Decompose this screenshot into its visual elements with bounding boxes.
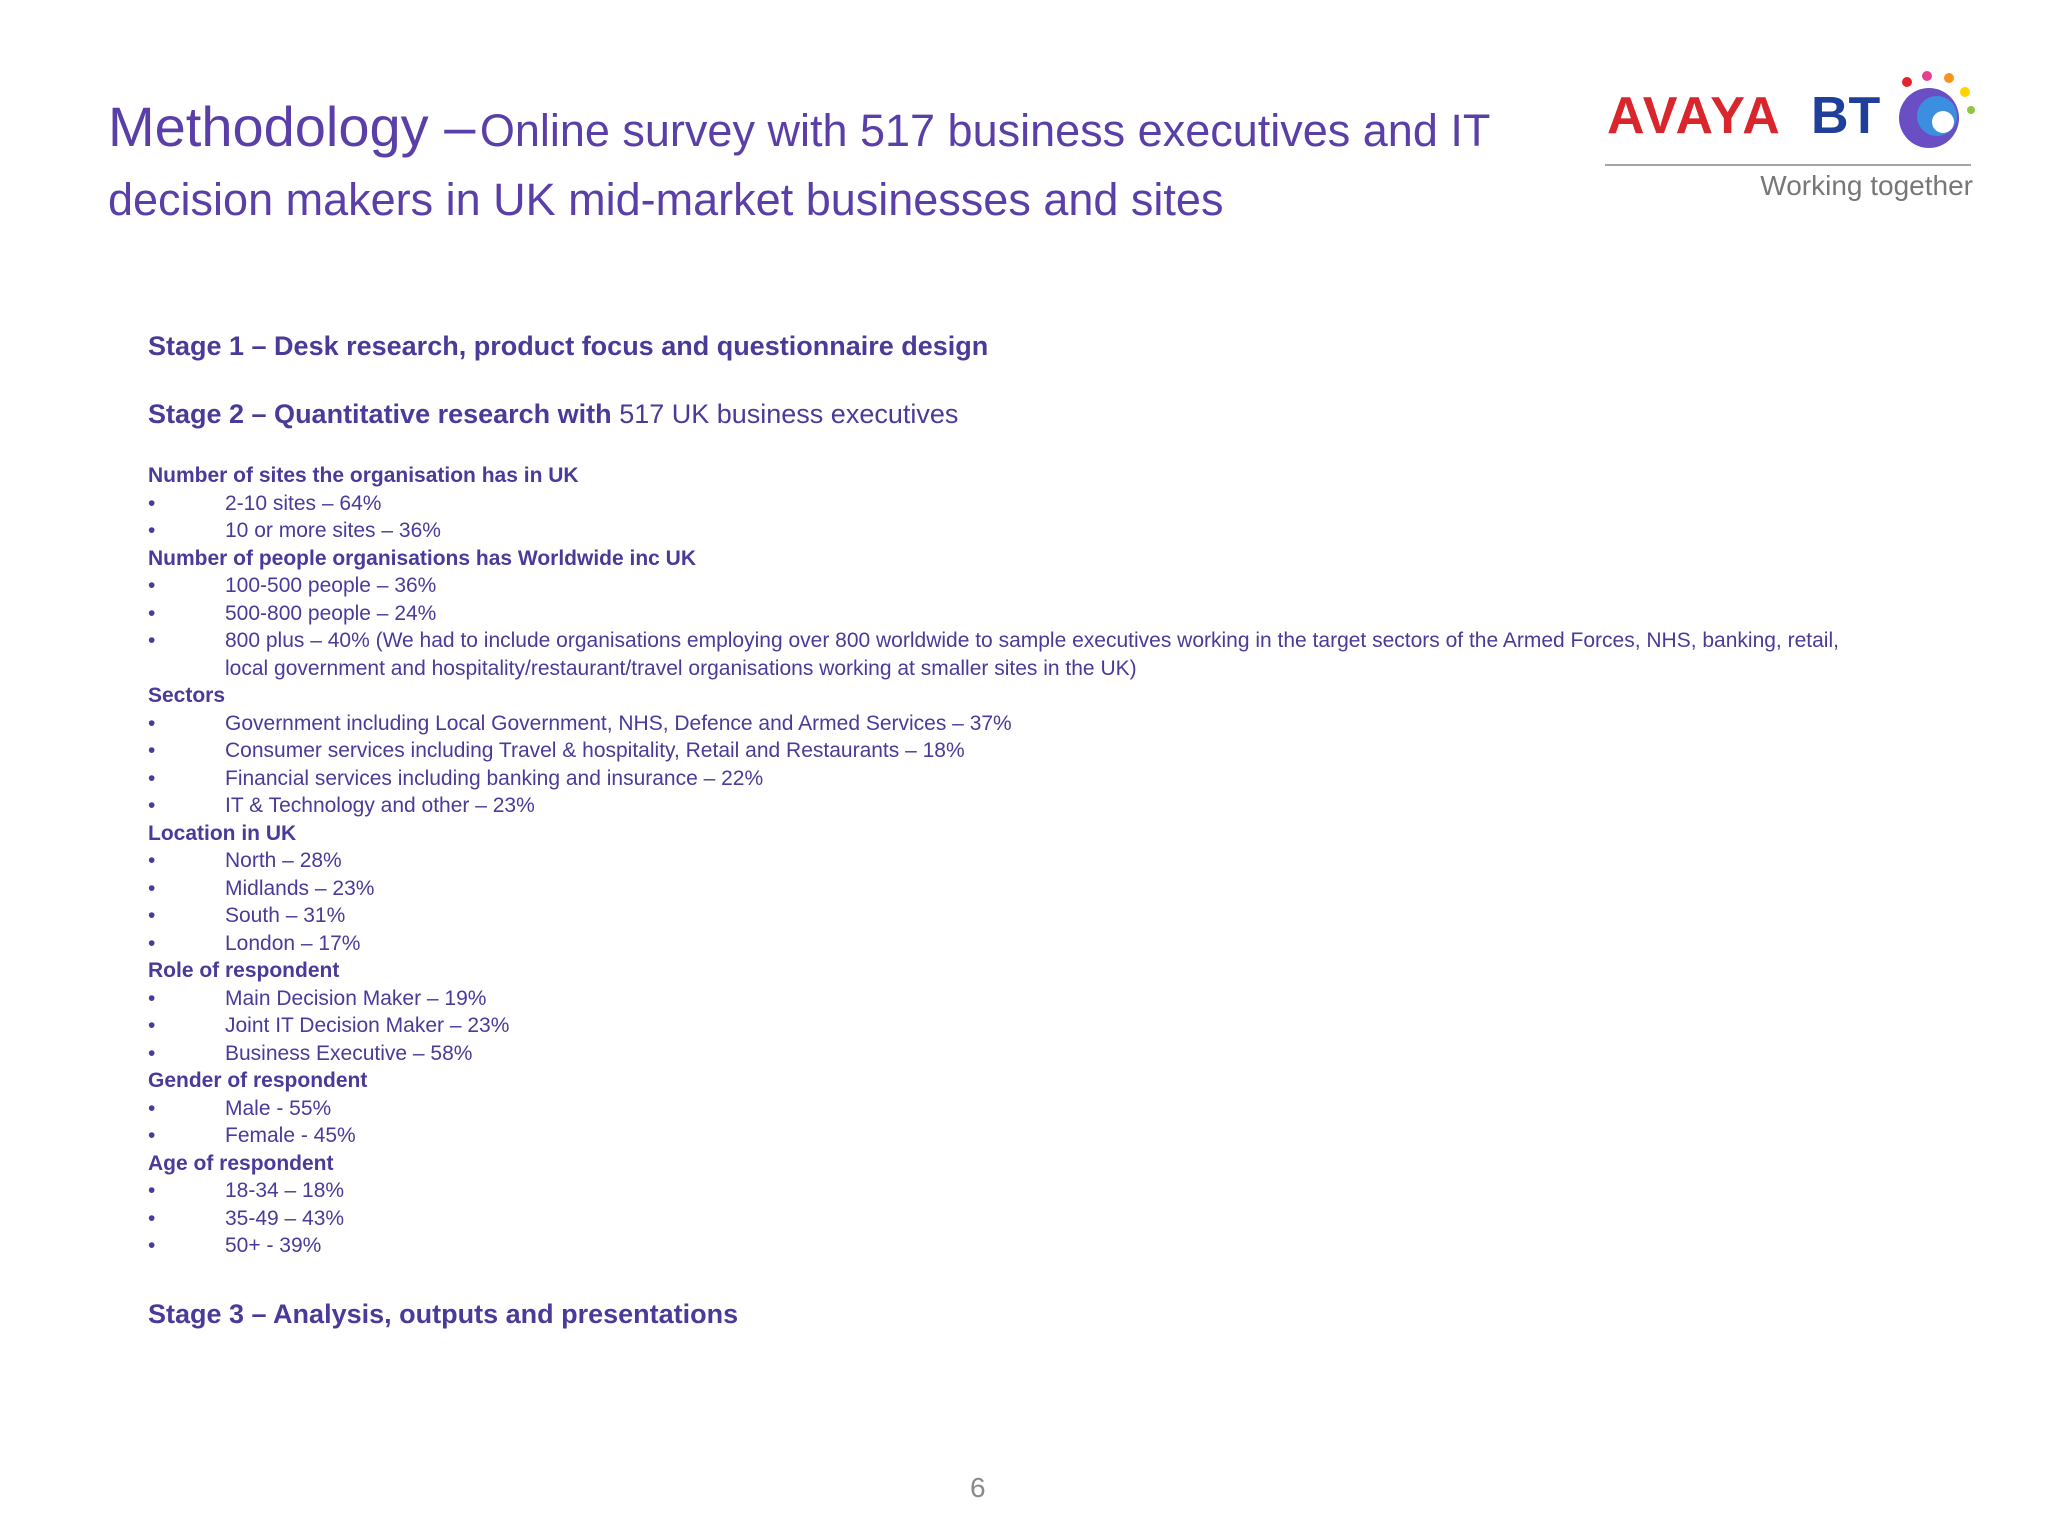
list-item: [148, 737, 1848, 765]
stage-2-heading: [148, 396, 1848, 432]
section-heading: Gender of respondent: [148, 1069, 368, 1092]
list-item: [148, 875, 1848, 903]
bullet-icon: •: [148, 711, 156, 735]
title-main: Methodology –: [108, 95, 476, 158]
section-heading: Age of respondent: [148, 1151, 334, 1175]
bullet-icon: •: [148, 876, 156, 900]
list-item: [148, 985, 1848, 1013]
methodology-content: [148, 328, 1848, 1332]
list-item-text: 18-34 – 18%: [225, 1179, 345, 1202]
list-item-text: 2-10 sites – 64%: [225, 491, 382, 515]
bullet-icon: •: [148, 1234, 156, 1257]
bullet-icon: •: [148, 1096, 156, 1120]
section-heading: Role of respondent: [148, 959, 340, 982]
stage-2-label: Stage 2 – Quantitative research with: [148, 399, 612, 429]
bullet-icon: •: [148, 794, 156, 817]
bullet-icon: •: [148, 849, 156, 872]
bullet-icon: •: [148, 519, 156, 542]
bullet-icon: •: [148, 904, 156, 927]
list-item: [148, 847, 1848, 875]
stage-1-heading: Stage 1 – Desk research, product focus and questionnaire design: [148, 331, 989, 361]
survey-sample-breakdown: [148, 462, 1848, 1260]
bullet-icon: •: [148, 601, 156, 625]
list-item-text: Government including Local Government, NHS, Defence and Armed Services – 37%: [225, 711, 1012, 735]
list-item: [148, 930, 1848, 958]
section-heading: Number of people organisations has Worldwide inc UK: [148, 546, 697, 570]
list-item: [148, 1122, 1848, 1150]
bullet-icon: •: [148, 766, 156, 790]
section-heading: Location in UK: [148, 821, 297, 845]
bullet-icon: •: [148, 1179, 156, 1202]
list-item-text: Financial services including banking and insurance – 22%: [225, 766, 764, 790]
list-item: [148, 490, 1848, 518]
list-item: [148, 1012, 1848, 1040]
bullet-icon: •: [148, 1014, 156, 1037]
list-item: [148, 1040, 1848, 1068]
list-item-text: 10 or more sites – 36%: [225, 519, 441, 542]
list-item-text: 35-49 – 43%: [225, 1206, 345, 1230]
list-item-text: 500-800 people – 24%: [225, 601, 437, 625]
bullet-icon: •: [148, 739, 156, 762]
list-item: [148, 765, 1848, 793]
list-item: [148, 600, 1848, 628]
stage-2-detail: 517 UK business executives: [619, 399, 959, 429]
list-item-text: 100-500 people – 36%: [225, 574, 437, 597]
list-item-text: Joint IT Decision Maker – 23%: [225, 1014, 510, 1037]
page-title: [108, 95, 1588, 240]
logo-divider: [1605, 164, 1971, 166]
list-item-text: South – 31%: [225, 904, 346, 927]
list-item-text: Midlands – 23%: [225, 876, 375, 900]
bullet-icon: •: [148, 1124, 156, 1147]
list-item-text: 800 plus – 40% (We had to include organisations employing over 800 worldwide to sample executives working in the target sectors of the Armed Forces, NHS, banking, retail, local government and hospitality/restaurant/travel organisations working at smaller sites in the UK): [225, 629, 1839, 680]
bullet-icon: •: [148, 1206, 156, 1230]
list-item: [148, 1205, 1848, 1233]
logo-tagline: Working together: [1760, 170, 1973, 201]
avaya-logo: AVAYA: [1607, 87, 1782, 145]
title-subtitle-line1: Online survey with 517 business executives and IT: [479, 105, 1491, 156]
bullet-icon: •: [148, 491, 156, 515]
list-item-text: Main Decision Maker – 19%: [225, 986, 487, 1010]
bt-logo: BT: [1811, 87, 1881, 145]
list-item-text: Female - 45%: [225, 1124, 356, 1147]
list-item-text: 50+ - 39%: [225, 1234, 322, 1257]
bullet-icon: •: [148, 931, 156, 955]
bullet-icon: •: [148, 629, 156, 652]
list-item-text: IT & Technology and other – 23%: [225, 794, 535, 817]
list-item: [148, 1095, 1848, 1123]
list-item: [148, 902, 1848, 930]
list-item-text: London – 17%: [225, 931, 361, 955]
list-item-text: Male - 55%: [225, 1096, 332, 1120]
list-item: [148, 710, 1848, 738]
list-item-text: Business Executive – 58%: [225, 1041, 473, 1065]
list-item: [148, 792, 1848, 820]
bullet-icon: •: [148, 986, 156, 1010]
bullet-icon: •: [148, 1041, 156, 1065]
title-subtitle-line2: decision makers in UK mid-market businesses and sites: [108, 174, 1224, 225]
bt-piper-logo-icon: [1885, 68, 1977, 160]
list-item-text: North – 28%: [225, 849, 342, 872]
list-item: [148, 1232, 1848, 1260]
list-item: [148, 572, 1848, 600]
stage-3-heading: Stage 3 – Analysis, outputs and presentations: [148, 1298, 739, 1329]
bullet-icon: •: [148, 574, 156, 597]
list-item: [148, 1177, 1848, 1205]
section-heading: Sectors: [148, 684, 226, 707]
section-heading: Number of sites the organisation has in UK: [148, 464, 579, 487]
list-item: [148, 627, 1848, 682]
list-item: [148, 517, 1848, 545]
list-item-text: Consumer services including Travel & hospitality, Retail and Restaurants – 18%: [225, 739, 965, 762]
logo-group: [1605, 66, 1973, 216]
page-number: 6: [970, 1472, 986, 1503]
